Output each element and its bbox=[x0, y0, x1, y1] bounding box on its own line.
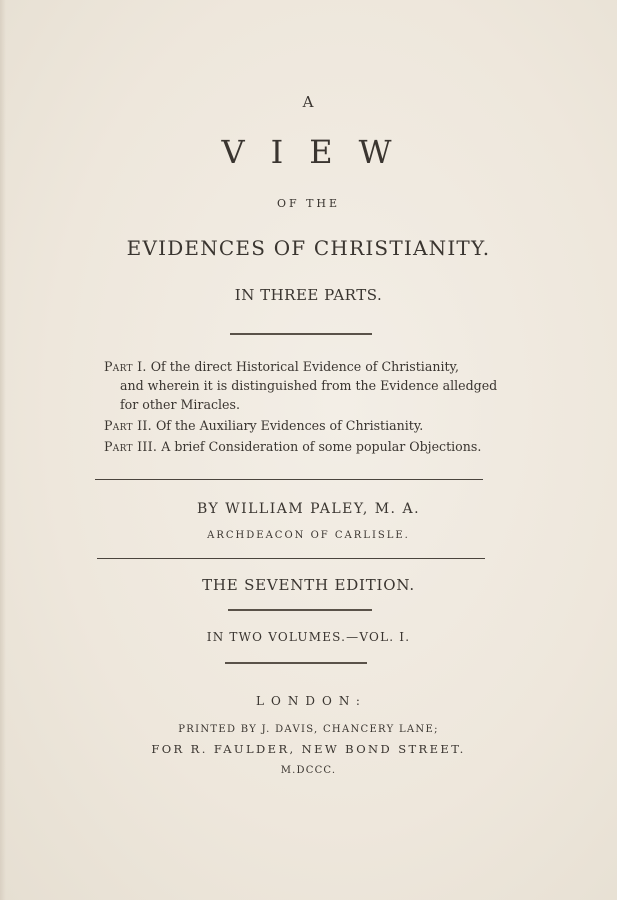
ornamental-rule bbox=[228, 609, 372, 611]
part-two-label: Part II. bbox=[104, 418, 152, 433]
spine-shadow bbox=[0, 0, 6, 900]
part-two-line bbox=[104, 416, 524, 435]
divider-rule bbox=[97, 558, 485, 559]
edition: THE SEVENTH EDITION. bbox=[202, 576, 415, 594]
part-one-text: Of the direct Historical Evidence of Christianity, bbox=[150, 359, 459, 374]
part-one-line-3: for other Miracles. bbox=[120, 397, 240, 412]
imprint-city: LONDON: bbox=[256, 694, 367, 708]
main-title: VIEW bbox=[221, 133, 418, 171]
imprint-year: M.DCCC. bbox=[280, 765, 337, 776]
contents-list bbox=[104, 357, 524, 456]
imprint-printer: PRINTED BY J. DAVIS, CHANCERY LANE; bbox=[178, 724, 439, 735]
imprint-publisher: FOR R. FAULDER, NEW BOND STREET. bbox=[151, 742, 466, 756]
title-article: A bbox=[302, 93, 315, 111]
volume-info: IN TWO VOLUMES.—VOL. I. bbox=[206, 630, 411, 644]
part-three-line bbox=[104, 437, 524, 456]
divider-rule bbox=[95, 479, 483, 480]
parts-heading: IN THREE PARTS. bbox=[234, 286, 383, 304]
ornamental-rule bbox=[230, 333, 372, 335]
part-three-text: A brief Consideration of some popular Objections. bbox=[161, 439, 482, 454]
title-subject: EVIDENCES OF CHRISTIANITY. bbox=[126, 236, 491, 260]
part-one-line-1 bbox=[104, 357, 524, 376]
part-one-line-2: and wherein it is distinguished from the Evidence alledged bbox=[120, 378, 498, 393]
ornamental-rule bbox=[225, 662, 367, 664]
part-one-label: Part I. bbox=[104, 359, 147, 374]
part-three-label: Part III. bbox=[104, 439, 158, 454]
part-two-text: Of the Auxiliary Evidences of Christianity. bbox=[155, 418, 424, 433]
author-name: BY WILLIAM PALEY, M. A. bbox=[196, 501, 421, 517]
author-title: ARCHDEACON OF CARLISLE. bbox=[207, 530, 410, 541]
title-connector: OF THE bbox=[276, 197, 341, 210]
